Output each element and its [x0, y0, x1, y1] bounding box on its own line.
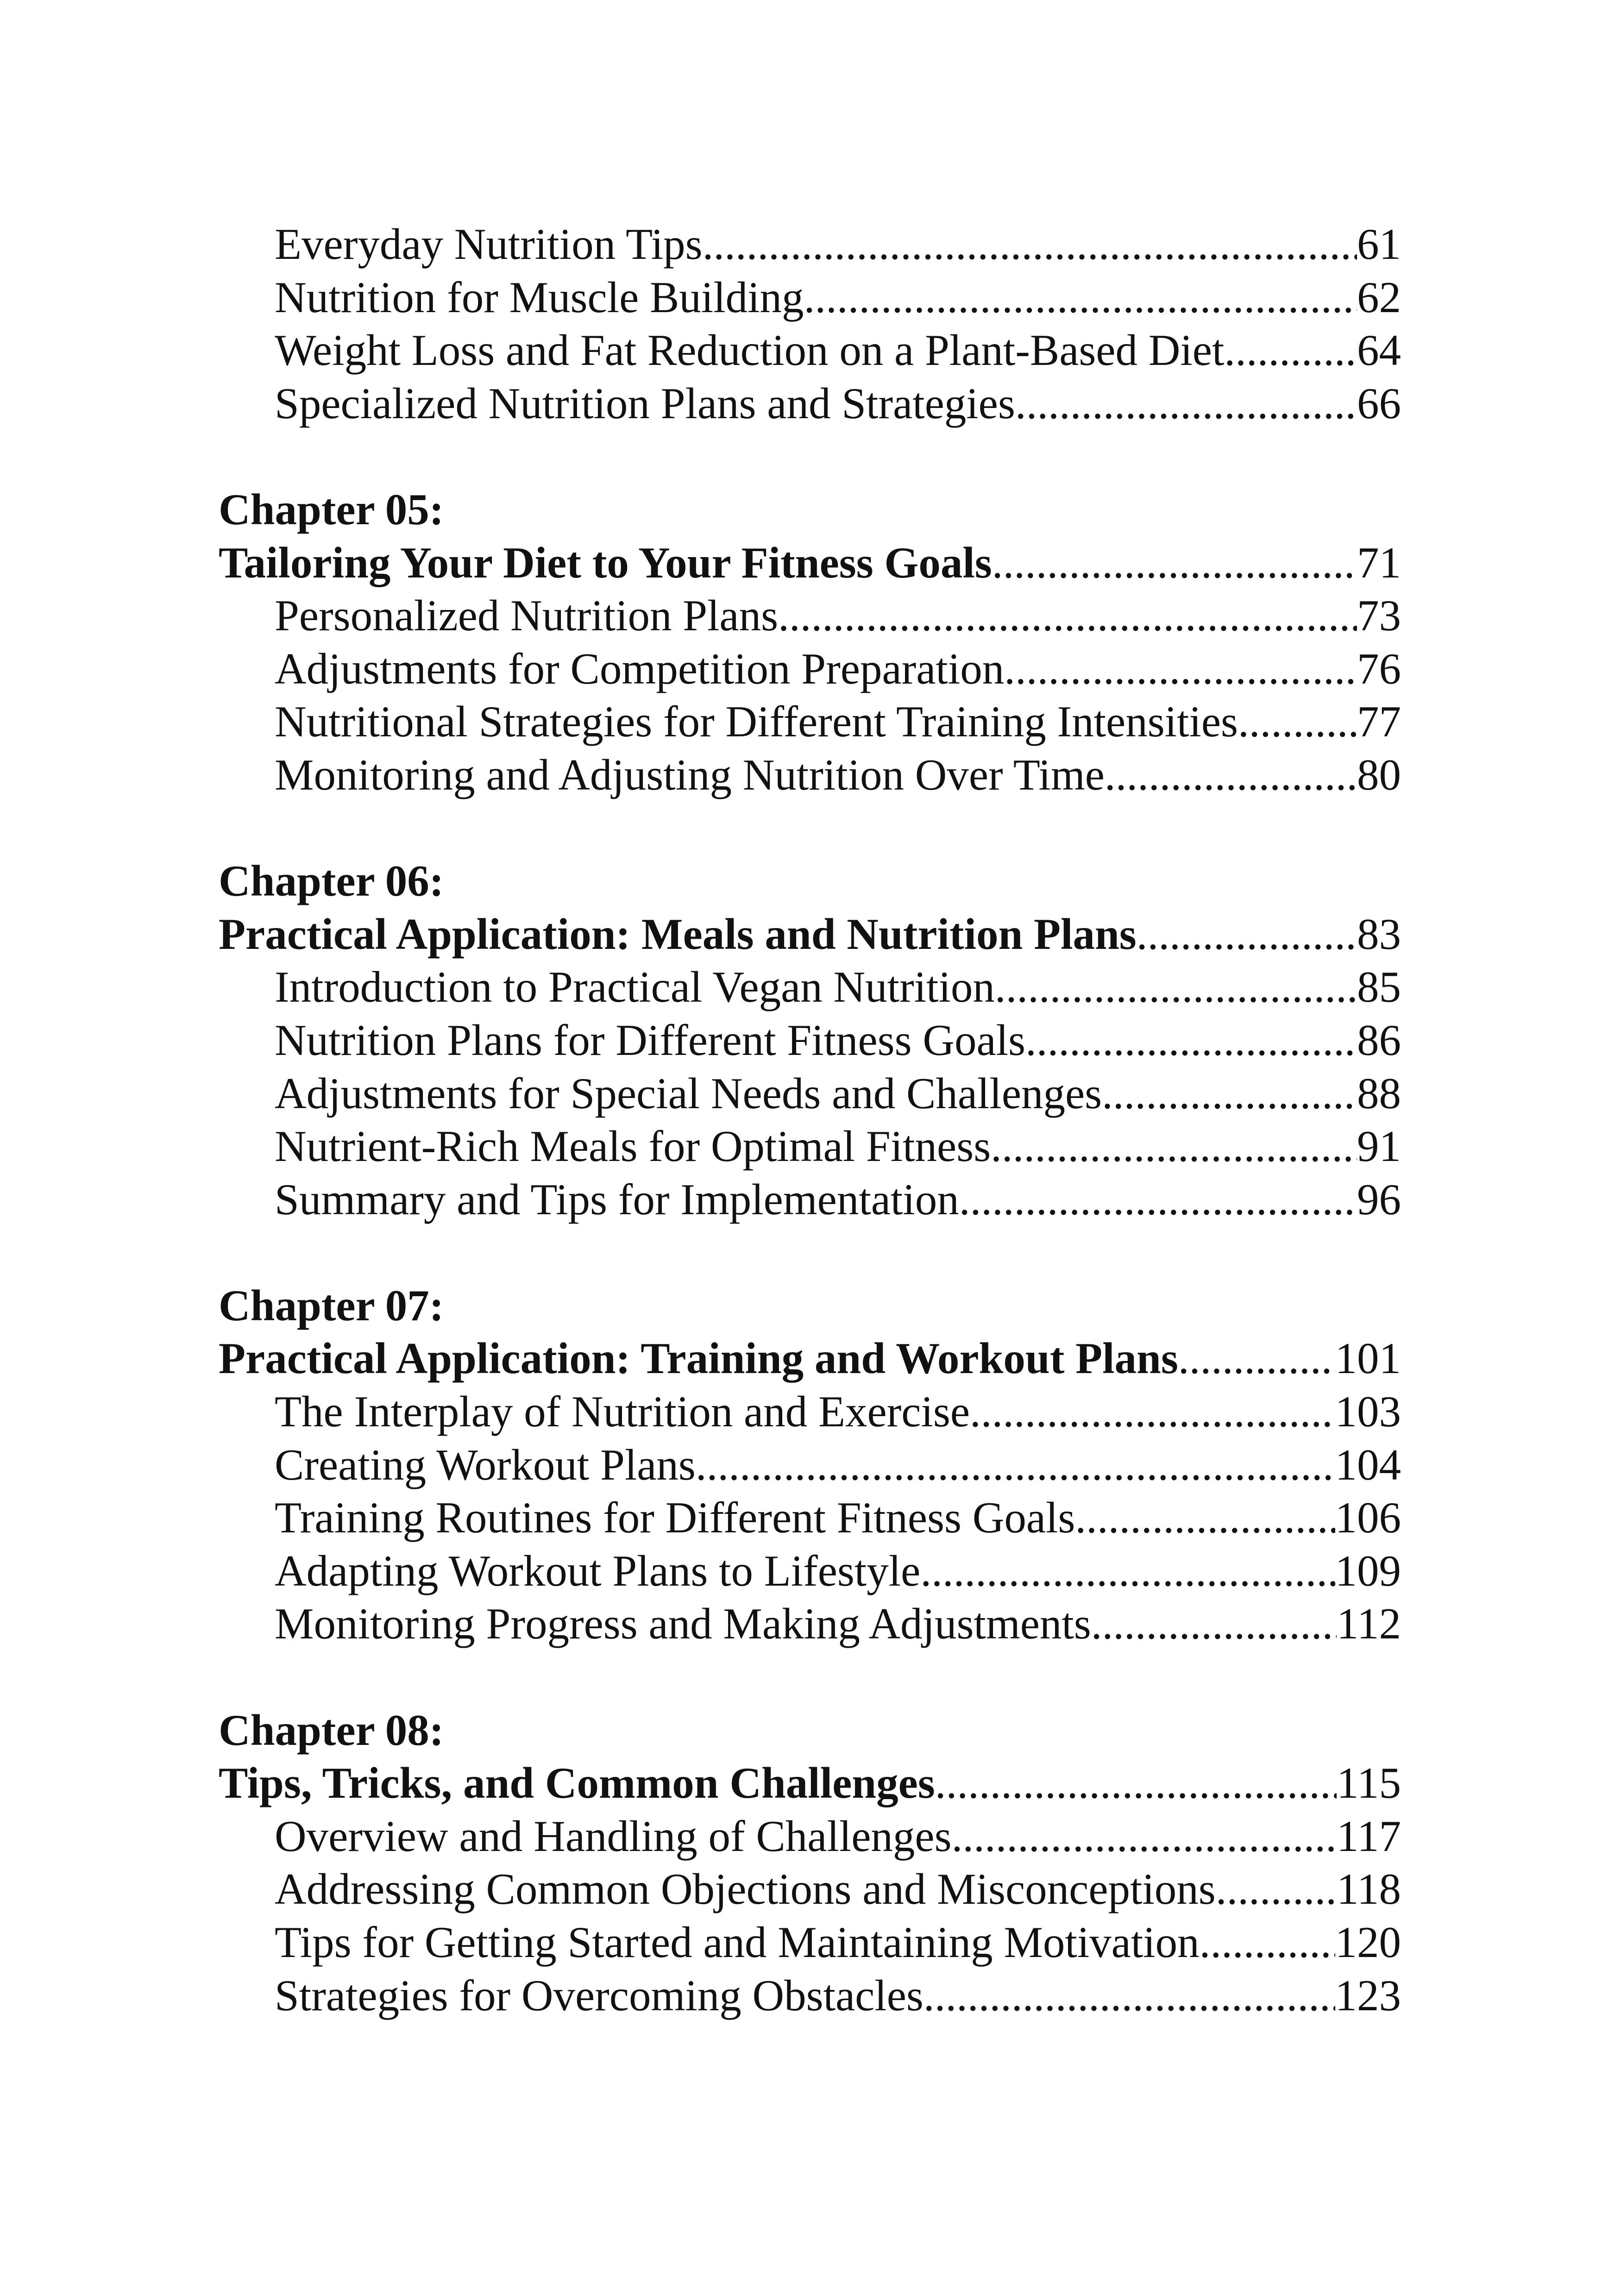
- toc-entry-title: Tips for Getting Started and Maintaining Motivation: [275, 1918, 1200, 1967]
- dot-leader: [1178, 1332, 1335, 1385]
- chapter-title: Tailoring Your Diet to Your Fitness Goals: [219, 538, 992, 587]
- toc-entry-title: Training Routines for Different Fitness Goals: [275, 1493, 1075, 1543]
- dot-leader: [1091, 1597, 1337, 1650]
- dot-leader: [924, 1969, 1335, 2022]
- toc-entry: [219, 960, 1401, 1014]
- toc-entry: [219, 642, 1401, 696]
- toc-entry: [219, 589, 1401, 642]
- toc-page-number: 88: [1357, 1068, 1401, 1118]
- toc-page-number: 120: [1335, 1918, 1401, 1967]
- toc-entry: [219, 218, 1401, 271]
- toc-entry-title: Specialized Nutrition Plans and Strategies: [275, 378, 1015, 428]
- chapter-title: Tips, Tricks, and Common Challenges: [219, 1758, 935, 1808]
- toc-page-number: 101: [1335, 1334, 1401, 1383]
- toc-entry-title: Adjustments for Competition Preparation: [275, 644, 1005, 693]
- chapter-label: Chapter 07:: [219, 1280, 444, 1330]
- toc-entry: [219, 1544, 1401, 1598]
- toc-entry: [219, 377, 1401, 430]
- toc-page-number: 66: [1357, 378, 1401, 428]
- toc-page-number: 112: [1337, 1599, 1401, 1649]
- toc-entry-title: Nutrient-Rich Meals for Optimal Fitness: [275, 1122, 991, 1171]
- toc-entry-title: Weight Loss and Fat Reduction on a Plant-Based Diet: [275, 326, 1225, 375]
- toc-entry: [219, 1120, 1401, 1173]
- chapter-title-entry: [219, 1332, 1401, 1385]
- toc-entry-title: Nutritional Strategies for Different Training Intensities: [275, 697, 1238, 747]
- toc-page-number: 80: [1357, 750, 1401, 799]
- toc-entry: [219, 1173, 1401, 1226]
- chapter-title-entry: [219, 908, 1401, 961]
- toc-entry-title: Strategies for Overcoming Obstacles: [275, 1970, 924, 2020]
- dot-leader: [991, 1120, 1357, 1173]
- toc-page-number: 123: [1335, 1970, 1401, 2020]
- chapter-06-block: [219, 854, 1401, 1226]
- dot-leader: [1105, 748, 1357, 802]
- toc-page-number: 77: [1357, 697, 1401, 747]
- toc-page-number: 76: [1357, 644, 1401, 693]
- toc-entry-title: The Interplay of Nutrition and Exercise: [275, 1387, 970, 1437]
- toc-page-number: 106: [1335, 1493, 1401, 1543]
- toc-entry-title: Everyday Nutrition Tips: [275, 220, 703, 269]
- dot-leader: [920, 1544, 1335, 1598]
- dot-leader: [1102, 1067, 1357, 1120]
- dot-leader: [992, 536, 1357, 590]
- toc-page-number: 83: [1357, 909, 1401, 959]
- dot-leader: [1025, 1014, 1357, 1067]
- toc-page-number: 61: [1357, 220, 1401, 269]
- chapter-title: Practical Application: Meals and Nutrition Plans: [219, 909, 1137, 959]
- toc-entry: [219, 748, 1401, 802]
- toc-page-number: 117: [1337, 1811, 1401, 1861]
- toc-page-number: 62: [1357, 272, 1401, 322]
- dot-leader: [1200, 1916, 1335, 1969]
- dot-leader: [1137, 908, 1357, 961]
- chapter-08-block: [219, 1704, 1401, 2022]
- toc-page-number: 109: [1335, 1546, 1401, 1595]
- chapter-label: Chapter 08:: [219, 1705, 444, 1755]
- dot-leader: [804, 271, 1357, 324]
- dot-leader: [970, 1385, 1335, 1438]
- dot-leader: [1075, 1491, 1335, 1544]
- dot-leader: [1238, 695, 1357, 748]
- toc-entry: [219, 695, 1401, 748]
- toc-page-number: 73: [1357, 591, 1401, 640]
- toc-entry-title: Adjustments for Special Needs and Challenges: [275, 1068, 1102, 1118]
- toc-entry: [219, 1067, 1401, 1120]
- dot-leader: [952, 1810, 1337, 1863]
- dot-leader: [995, 960, 1357, 1014]
- toc-entry: [219, 1863, 1401, 1916]
- chapter-title-entry: [219, 536, 1401, 590]
- dot-leader: [696, 1438, 1335, 1492]
- toc-page-number: 96: [1357, 1174, 1401, 1224]
- toc-entry-title: Nutrition Plans for Different Fitness Goals: [275, 1015, 1025, 1065]
- toc-entry-title: Overview and Handling of Challenges: [275, 1811, 952, 1861]
- dot-leader: [935, 1757, 1337, 1810]
- toc-entry: [219, 324, 1401, 377]
- toc-page-number: 118: [1337, 1864, 1401, 1914]
- toc-page-number: 86: [1357, 1015, 1401, 1065]
- dot-leader: [1224, 324, 1357, 377]
- toc-page-number: 71: [1357, 538, 1401, 587]
- toc-entry: [219, 1014, 1401, 1067]
- chapter-05-block: [219, 483, 1401, 802]
- toc-page-number: 85: [1357, 962, 1401, 1012]
- chapter-title: Practical Application: Training and Workout Plans: [219, 1334, 1178, 1383]
- toc-page-number: 104: [1335, 1440, 1401, 1489]
- dot-leader: [959, 1173, 1357, 1226]
- toc-entry: [219, 1491, 1401, 1544]
- dot-leader: [778, 589, 1357, 642]
- toc-entry-title: Monitoring Progress and Making Adjustments: [275, 1599, 1091, 1649]
- dot-leader: [703, 218, 1357, 271]
- chapter-label: Chapter 06:: [219, 856, 444, 906]
- dot-leader: [1004, 642, 1357, 696]
- chapter-label: Chapter 05:: [219, 484, 444, 534]
- toc-entry: [219, 1385, 1401, 1438]
- toc-entry: [219, 1438, 1401, 1492]
- toc-entry: [219, 1810, 1401, 1863]
- dot-leader: [1216, 1863, 1337, 1916]
- toc-entry-title: Personalized Nutrition Plans: [275, 591, 779, 640]
- toc-entry-title: Monitoring and Adjusting Nutrition Over Time: [275, 750, 1105, 799]
- toc-entry: [219, 1597, 1401, 1650]
- toc-entry-title: Creating Workout Plans: [275, 1440, 696, 1489]
- toc-entry-title: Addressing Common Objections and Misconceptions: [275, 1864, 1216, 1914]
- toc-entry: [219, 1916, 1401, 1969]
- toc-page-number: 103: [1335, 1387, 1401, 1437]
- toc-entry: [219, 271, 1401, 324]
- toc-intro-group: [219, 218, 1401, 430]
- toc-page-number: 64: [1357, 326, 1401, 375]
- chapter-title-entry: [219, 1757, 1401, 1810]
- toc-entry-title: Nutrition for Muscle Building: [275, 272, 804, 322]
- toc-entry-title: Summary and Tips for Implementation: [275, 1174, 959, 1224]
- toc-entry-title: Adapting Workout Plans to Lifestyle: [275, 1546, 921, 1595]
- toc-page-number: 91: [1357, 1122, 1401, 1171]
- toc-page-number: 115: [1337, 1758, 1401, 1808]
- table-of-contents: [219, 218, 1401, 2022]
- toc-entry-title: Introduction to Practical Vegan Nutrition: [275, 962, 995, 1012]
- chapter-07-block: [219, 1279, 1401, 1650]
- toc-entry: [219, 1969, 1401, 2022]
- dot-leader: [1015, 377, 1357, 430]
